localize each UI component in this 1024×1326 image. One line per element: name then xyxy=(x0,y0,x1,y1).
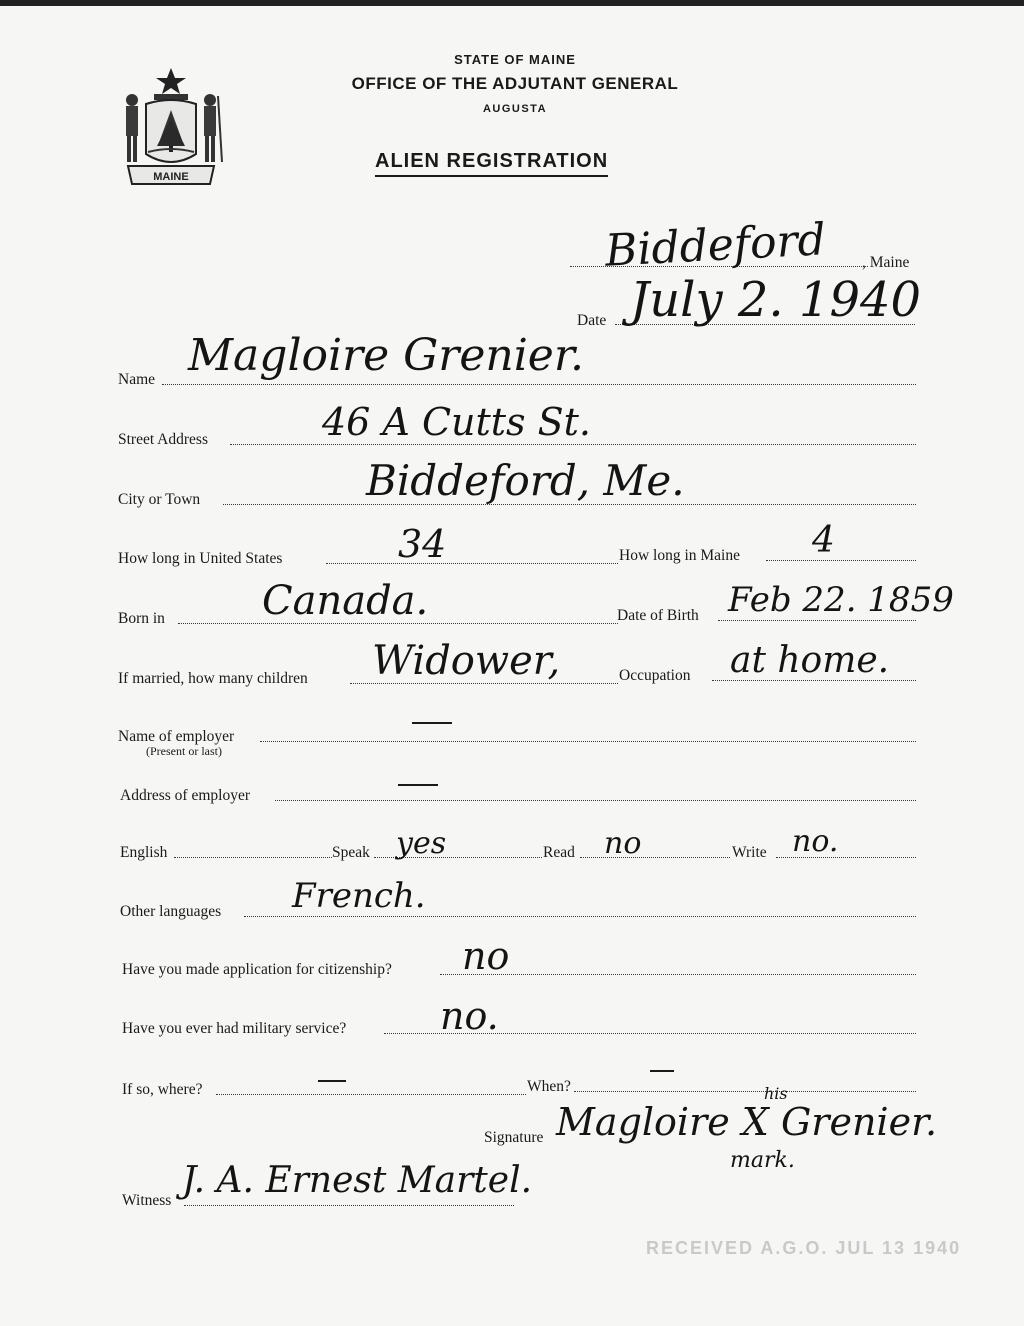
born-in-value: Canada. xyxy=(262,578,429,624)
citizenship-label: Have you made application for citizenship? xyxy=(122,961,392,978)
if-so-where-dash xyxy=(318,1080,346,1082)
born-in-label: Born in xyxy=(118,610,165,627)
signature-his-note: his xyxy=(764,1084,788,1103)
witness-line xyxy=(184,1205,514,1206)
street-value: 46 A Cutts St. xyxy=(322,400,592,444)
military-value: no. xyxy=(440,994,499,1038)
employer-note: (Present or last) xyxy=(146,744,222,758)
english-label: English xyxy=(120,844,168,861)
how-long-us-value: 34 xyxy=(398,522,447,566)
when-label: When? xyxy=(527,1078,571,1095)
witness-value: J. A. Ernest Martel. xyxy=(182,1160,533,1201)
when-line xyxy=(574,1091,916,1092)
street-label: Street Address xyxy=(118,431,208,448)
military-label: Have you ever had military service? xyxy=(122,1020,347,1037)
name-label: Name xyxy=(118,371,156,388)
how-long-maine-value: 4 xyxy=(812,520,835,561)
city-label: City or Town xyxy=(118,491,201,508)
seal-text: MAINE xyxy=(153,171,189,183)
name-value: Magloire Grenier. xyxy=(188,330,584,381)
town-value: Biddeford xyxy=(603,214,827,277)
office-heading: OFFICE OF THE ADJUTANT GENERAL xyxy=(351,74,679,93)
how-long-maine-label: How long in Maine xyxy=(619,547,740,564)
occupation-value: at home. xyxy=(730,640,890,681)
if-so-where-line xyxy=(216,1094,526,1095)
dob-value: Feb 22. 1859 xyxy=(728,580,954,620)
speak-value: yes xyxy=(396,826,447,861)
married-label: If married, how many children xyxy=(118,670,308,687)
occupation-label: Occupation xyxy=(619,667,691,684)
how-long-maine-line xyxy=(766,560,916,561)
signature-value: Magloire X Grenier. xyxy=(556,1100,938,1144)
other-languages-value: French. xyxy=(292,876,426,916)
read-label: Read xyxy=(543,844,575,861)
other-languages-line xyxy=(244,916,916,917)
name-line xyxy=(162,384,916,385)
received-stamp: RECEIVED A.G.O. JUL 13 1940 xyxy=(646,1238,962,1258)
state-heading: STATE OF MAINE xyxy=(454,52,576,67)
employer-line xyxy=(260,741,916,742)
how-long-us-line xyxy=(326,563,618,564)
speak-label: Speak xyxy=(332,844,370,861)
dob-label: Date of Birth xyxy=(617,607,699,624)
employer-dash xyxy=(412,722,452,724)
signature-mark-note: mark. xyxy=(730,1148,795,1173)
city-value: Biddeford, Me. xyxy=(366,456,685,505)
employer-address-dash xyxy=(398,784,438,786)
read-value: no xyxy=(604,826,642,861)
witness-label: Witness xyxy=(122,1192,172,1209)
date-value: July 2. 1940 xyxy=(630,272,922,328)
city-heading: AUGUSTA xyxy=(482,103,548,115)
employer-address-line xyxy=(275,800,916,801)
other-languages-label: Other languages xyxy=(120,903,222,920)
signature-label: Signature xyxy=(484,1129,544,1146)
write-label: Write xyxy=(732,844,767,861)
married-value: Widower, xyxy=(372,638,561,684)
form-title: ALIEN REGISTRATION xyxy=(375,150,608,177)
employer-address-label: Address of employer xyxy=(120,787,250,804)
english-line xyxy=(174,857,332,858)
date-label: Date xyxy=(577,312,607,329)
maine-label: , Maine xyxy=(862,254,910,271)
scan-border xyxy=(0,0,1024,6)
citizenship-line xyxy=(440,974,916,975)
write-value: no. xyxy=(792,824,839,859)
street-line xyxy=(230,444,916,445)
dob-line xyxy=(718,620,916,621)
citizenship-value: no xyxy=(462,934,510,978)
how-long-us-label: How long in United States xyxy=(118,550,283,567)
read-line xyxy=(580,857,730,858)
employer-label: Name of employer xyxy=(118,728,235,745)
if-so-where-label: If so, where? xyxy=(122,1081,203,1098)
when-dash xyxy=(650,1070,674,1072)
